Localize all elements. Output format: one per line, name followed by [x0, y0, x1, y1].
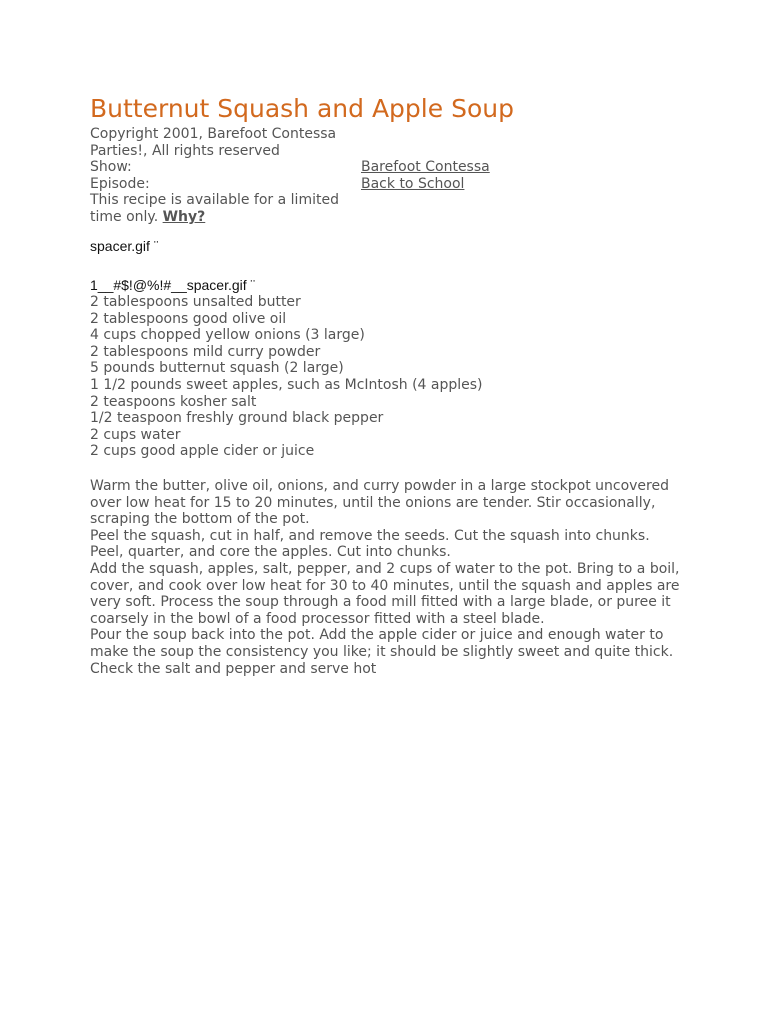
ingredient-item: 4 cups chopped yellow onions (3 large)	[90, 327, 365, 344]
ingredient-item: 2 teaspoons kosher salt	[90, 393, 257, 410]
ingredients-list	[90, 294, 483, 460]
availability-line-1: This recipe is available for a limited	[90, 192, 339, 209]
ingredient-item: 2 cups good apple cider or juice	[90, 443, 315, 460]
copyright-line-2: Parties!, All rights reserved	[90, 142, 280, 159]
direction-step: Pour the soup back into the pot. Add the apple cider or juice and enough water to make the soup the consistency you like; it should be slightly sweet and quite thick. Check the salt and pepper and serve hot	[90, 627, 674, 677]
recipe-page	[90, 92, 690, 677]
direction-step: Add the squash, apples, salt, pepper, and 2 cups of water to the pot. Bring to a boil, cover, and cook over low heat for 30 to 40 minutes, until the squash and apples are very soft. Process the soup through a food mill fitted with a large blade, or puree it coarsely in the bowl of a food processor fitted with a steel blade.	[90, 560, 680, 627]
direction-step: Warm the butter, olive oil, onions, and curry powder in a large stockpot uncovered over low heat for 15 to 20 minutes, until the onions are tender. Stir occasionally, scraping the bottom of the pot.	[90, 478, 669, 528]
ingredient-item: 2 tablespoons mild curry powder	[90, 343, 321, 360]
recipe-meta	[90, 126, 690, 226]
show-label: Show:	[90, 159, 132, 176]
spacer-image-placeholder: spacer.gif ¨	[90, 238, 159, 254]
ingredient-item: 5 pounds butternut squash (2 large)	[90, 360, 344, 377]
copyright-line-1: Copyright 2001, Barefoot Contessa	[90, 126, 337, 142]
ingredient-item: 1 1/2 pounds sweet apples, such as McIntosh (4 apples)	[90, 376, 483, 393]
directions	[90, 478, 680, 677]
ingredient-item: 2 cups water	[90, 426, 181, 443]
why-link[interactable]: Why?	[162, 208, 206, 225]
episode-link[interactable]: Back to School	[361, 175, 465, 192]
meta-left-column	[90, 126, 350, 226]
availability-line-2	[90, 209, 350, 226]
ingredient-item: 2 tablespoons good olive oil	[90, 310, 287, 327]
recipe-title: Butternut Squash and Apple Soup	[90, 94, 514, 123]
ingredient-item: 2 tablespoons unsalted butter	[90, 294, 301, 310]
direction-step: Peel the squash, cut in half, and remove the seeds. Cut the squash into chunks. Peel, quarter, and core the apples. Cut into chunks.	[90, 527, 650, 561]
ingredient-item: 1/2 teaspoon freshly ground black pepper	[90, 410, 384, 427]
meta-right-column	[361, 159, 490, 192]
availability-text: time only.	[90, 208, 159, 225]
show-link[interactable]: Barefoot Contessa	[361, 159, 490, 176]
spacer-image-placeholder-2: 1__#$!@%!#__spacer.gif ¨	[90, 277, 256, 293]
episode-label: Episode:	[90, 175, 150, 192]
